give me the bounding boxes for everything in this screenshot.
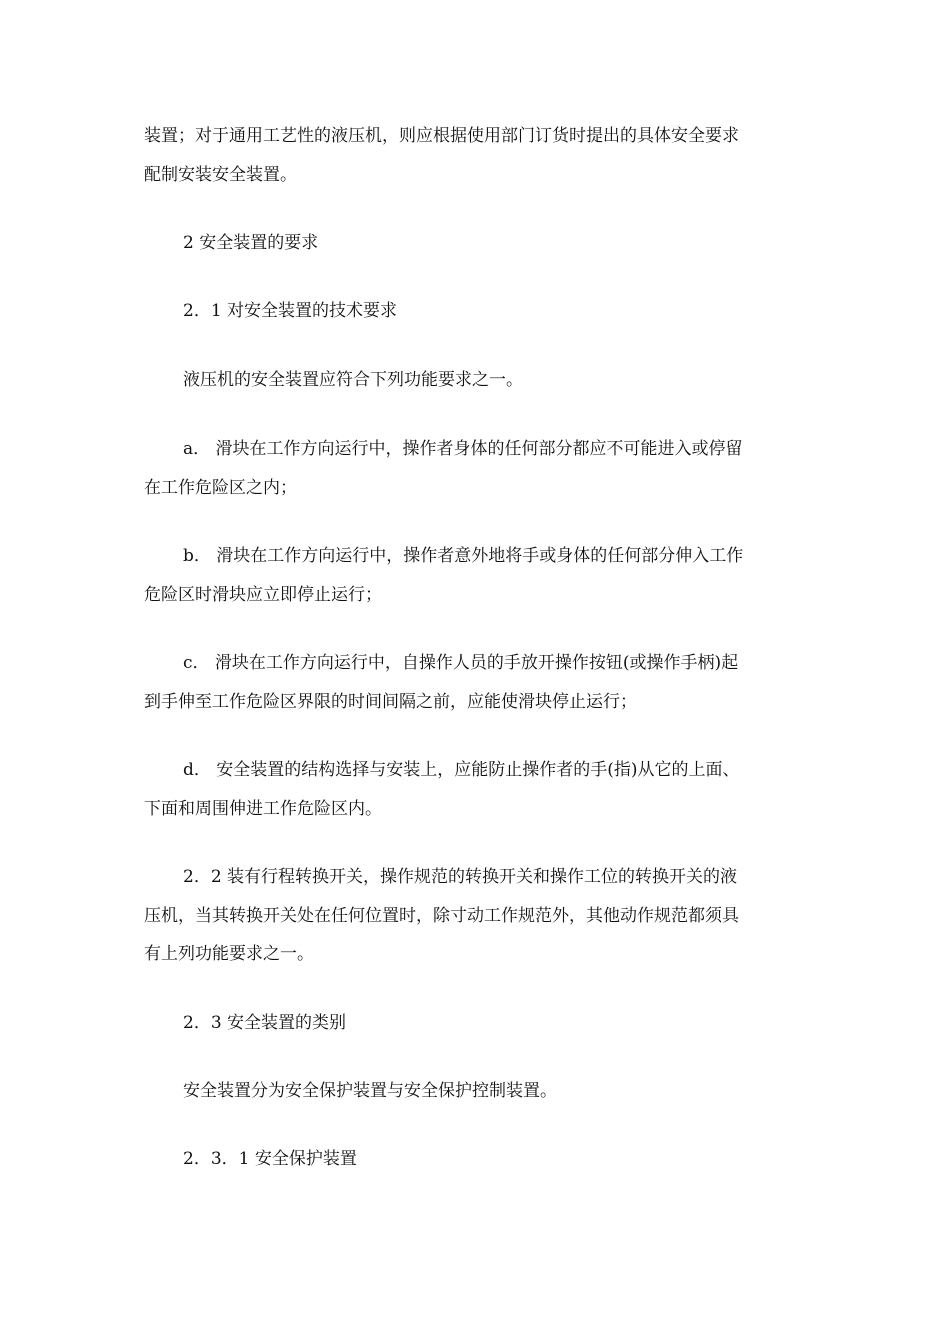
list-item-a-continuation: 在工作危险区之内； bbox=[144, 478, 297, 498]
paragraph-line: 液压机的安全装置应符合下列功能要求之一。 bbox=[183, 370, 523, 390]
list-item-c: c． 滑块在工作方向运行中，自操作人员的手放开操作按钮(或操作手柄)起 bbox=[183, 653, 739, 673]
list-item-a: a． 滑块在工作方向运行中，操作者身体的任何部分都应不可能进入或停留 bbox=[183, 439, 743, 459]
subsection-2-2-continuation: 压机，当其转换开关处在任何位置时，除寸动工作规范外，其他动作规范都须具 bbox=[144, 906, 739, 926]
subsection-2-2: 2．2 装有行程转换开关，操作规范的转换开关和操作工位的转换开关的液 bbox=[183, 867, 738, 887]
list-item-b: b． 滑块在工作方向运行中，操作者意外地将手或身体的任何部分伸入工作 bbox=[183, 546, 744, 566]
subsection-heading: 2．3 安全装置的类别 bbox=[183, 1013, 347, 1033]
paragraph-line: 安全装置分为安全保护装置与安全保护控制装置。 bbox=[183, 1081, 557, 1101]
subsubsection-heading: 2．3．1 安全保护装置 bbox=[183, 1149, 357, 1169]
list-item-b-continuation: 危险区时滑块应立即停止运行； bbox=[144, 585, 382, 605]
list-item-c-continuation: 到手伸至工作危险区界限的时间间隔之前，应能使滑块停止运行； bbox=[144, 692, 637, 712]
subsection-2-2-continuation: 有上列功能要求之一。 bbox=[144, 944, 314, 964]
paragraph-line: 装置；对于通用工艺性的液压机，则应根据使用部门订货时提出的具体安全要求 bbox=[144, 126, 739, 146]
subsection-heading: 2．1 对安全装置的技术要求 bbox=[183, 301, 398, 321]
list-item-d-continuation: 下面和周围伸进工作危险区内。 bbox=[144, 799, 382, 819]
paragraph-line: 配制安装安全装置。 bbox=[144, 165, 297, 185]
section-heading: 2 安全装置的要求 bbox=[183, 233, 319, 253]
list-item-d: d． 安全装置的结构选择与安装上，应能防止操作者的手(指)从它的上面、 bbox=[183, 760, 740, 780]
